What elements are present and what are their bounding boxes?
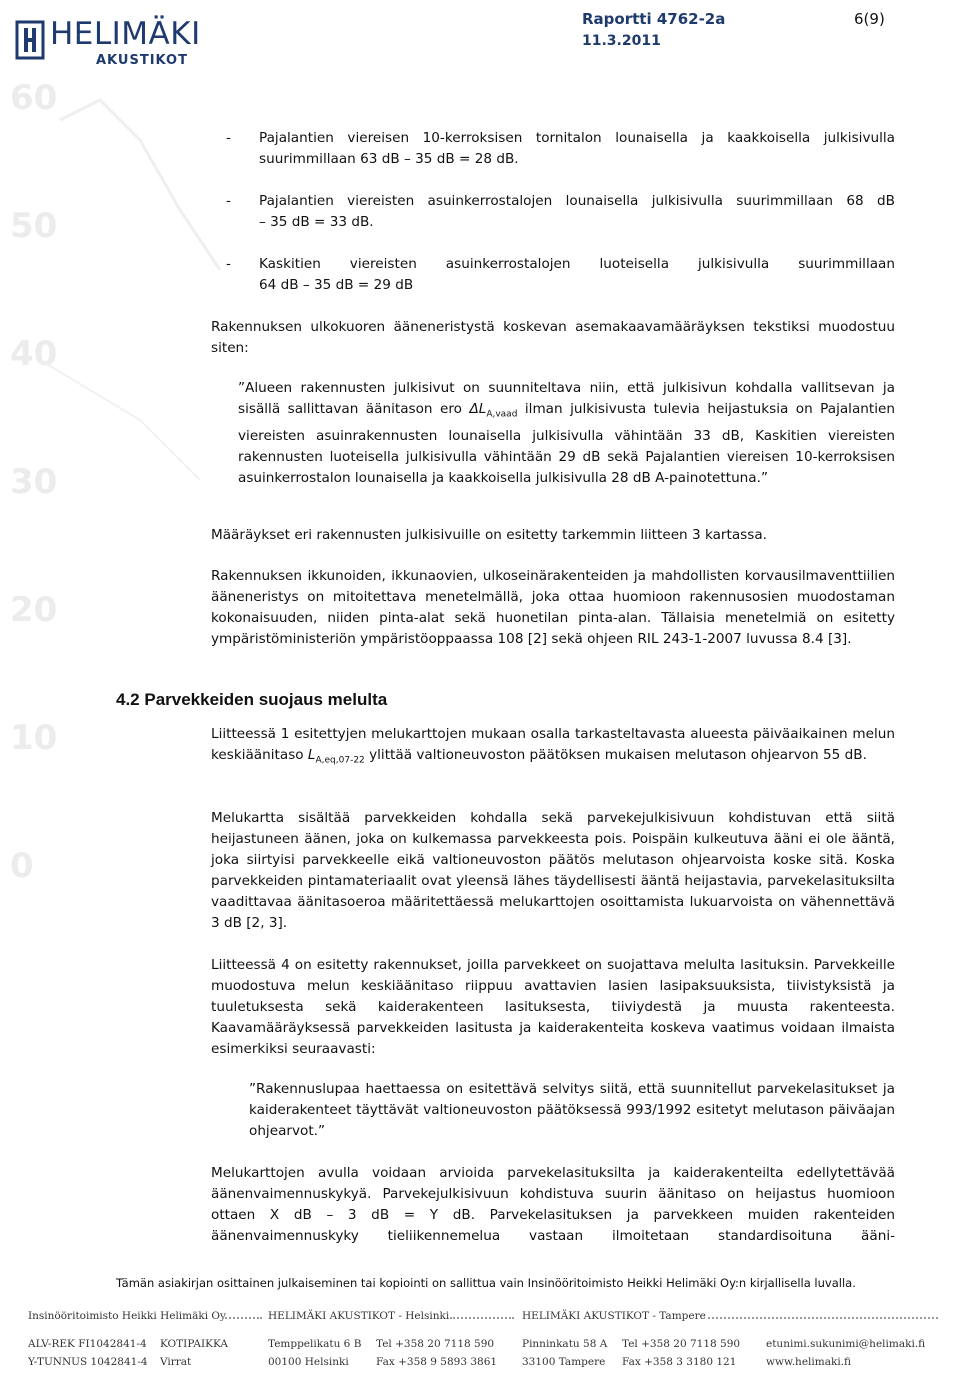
watermark-tick: 0 bbox=[10, 846, 34, 886]
footer-helsinki-fax: Fax +358 9 5893 3861 bbox=[376, 1356, 498, 1368]
quote-text: ilman julkisivusta tulevia heijastuksia on Pajalantien viereisten asuinrakennusten lounaisella julkisivulla vähintään 33 dB, Kaskitien viereisten rakennusten luoteisella julkisivulla vähintään 29 dB sekä Pajalantien viereisen 10-kerroksisen asuinkerrostalon lounaisella ja kaakkoisella julkisivulla 28 dB A-painotettuna.” bbox=[238, 401, 895, 486]
report-date: 11.3.2011 bbox=[582, 33, 661, 49]
paragraph-text: Liitteessä 1 esitettyjen melukarttojen mukaan osalla tarkasteltavasta alueesta päiväaikainen melun keskiäänitaso bbox=[211, 726, 895, 763]
report-title: Raportti 4762-2a bbox=[582, 10, 726, 28]
paragraph: Liitteessä 4 on esitetty rakennukset, joilla parvekkeet on suojattava melulta lasituksin. Parvekkeille muodostuva melun keskiäänitaso riippuu avattavien lasien lasipaksuuksista, tiivistyksistä ja tuuletuksesta sekä kaiderakenteen lasituksesta, tiiviydestä ja muusta rakenteesta. Kaavamääräyksessä parvekkeiden lasitusta ja kaiderakenteita koskeva vaatimus voidaan ilmaista esimerkiksi seuraavasti: bbox=[211, 957, 895, 1057]
footer-kotipaikka: KOTIPAIKKA bbox=[160, 1338, 228, 1350]
bullet-line: suurimmillaan 63 dB – 35 dB = 28 dB. bbox=[259, 151, 519, 167]
logo-text: HELIMÄKI bbox=[50, 16, 201, 52]
bullet-line: – 35 dB = 33 dB. bbox=[259, 214, 374, 230]
footer-helsinki-city: 00100 Helsinki bbox=[268, 1356, 349, 1368]
footer-divider bbox=[222, 1317, 262, 1319]
quote-subscript: A,vaad bbox=[486, 409, 518, 420]
bullet-line: Pajalantien viereisen 10-kerroksisen tornitalon lounaisella ja kaakkoisella julkisivulla bbox=[259, 130, 895, 146]
footer-tampere-street: Pinninkatu 58 A bbox=[522, 1338, 608, 1350]
footer-office-helsinki: HELIMÄKI AKUSTIKOT - Helsinki bbox=[268, 1310, 450, 1322]
footer-helsinki-street: Temppelikatu 6 B bbox=[268, 1338, 362, 1350]
footer-email[interactable]: etunimi.sukunimi@helimaki.fi bbox=[766, 1338, 926, 1350]
paragraph-text: ylittää valtioneuvoston päätöksen mukaisen melutason ohjearvon 55 dB. bbox=[364, 747, 867, 763]
bullet-dash: - bbox=[226, 256, 231, 272]
bullet-line: 64 dB – 35 dB = 29 dB bbox=[259, 277, 414, 293]
logo-subtext: AKUSTIKOT bbox=[96, 53, 188, 68]
watermark-tick: 20 bbox=[10, 590, 58, 630]
quote-text: ”Alueen rakennusten julkisivut on suunniteltava niin, että julkisivun kohdalla vallitsevan ja sisällä sallittavan äänitason ero bbox=[238, 380, 895, 417]
logo-icon bbox=[15, 18, 45, 62]
paragraph: Melukarttojen avulla voidaan arvioida parvekelasituksilta ja kaiderakenteilta edellytettävää äänenvaimennuskykyä. Parvekejulkisivuun kohdistuva suurin äänitaso on heijastus huomioon ottaen X dB – 3 dB = Y dB. Parvekelasituksen ja parvekkeen muiden rakenteiden äänenvaimennuskyky tieliikennemelua vastaan ilmoitetaan standardisoituna ääni- bbox=[211, 1165, 895, 1244]
bullet-dash: - bbox=[226, 130, 231, 146]
watermark-tick: 60 bbox=[10, 78, 58, 118]
watermark-tick: 30 bbox=[10, 462, 58, 502]
paragraph: Melukartta sisältää parvekkeiden kohdalla sekä parvekejulkisivuun kohdistuvan että siitä heijastuneen äänen, joka on kulkemassa parvekkeesta pois. Poispäin kulkeutuva ääni ei ole ääntä, joka siirtyisi parvekkeelle eikä valtioneuvoston päätös melutason ohjearvoista koske sitä. Koska parvekkeiden pintamateriaalit ovat yleensä lähes täydellisesti ääntä heijastavia, parvekelasituksilta vaadittavaa äänitasoeroa määritettäessä melukarttojen osoittamista lukuarvoista on vähennettävä 3 dB [2, 3]. bbox=[211, 810, 895, 931]
footer-alv: ALV-REK FI1042841-4 bbox=[28, 1338, 147, 1350]
level-subscript: A,eq,07-22 bbox=[315, 755, 365, 766]
section-heading: 4.2 Parvekkeiden suojaus melulta bbox=[116, 690, 388, 709]
quote-delta: ΔL bbox=[469, 401, 487, 417]
footer-ytunnus: Y-TUNNUS 1042841-4 bbox=[28, 1356, 148, 1368]
paragraph: Määräykset eri rakennusten julkisivuille on esitetty tarkemmin liitteen 3 kartassa. bbox=[211, 527, 767, 543]
watermark-tick: 40 bbox=[10, 334, 58, 374]
paragraph: Rakennuksen ikkunoiden, ikkunaovien, ulkoseinärakenteiden ja mahdollisten korvausilmaventtiilien ääneneristys on mitoitettava menetelmällä, joka ottaa huomioon rakennusosien muodostaman kokonaisuuden, niiden pinta-alat sekä huonetilan pinta-alan. Tällaisia menetelmiä on esitetty ympäristöministeriön ympäristöoppaassa 108 [2] sekä ohjeen RIL 243-1-2007 luvussa 8.4 [3]. bbox=[211, 568, 895, 647]
bullet-line: Kaskitien viereisten asuinkerrostalojen luoteisella julkisivulla suurimmillaan bbox=[259, 256, 895, 272]
watermark-tick: 50 bbox=[10, 206, 58, 246]
footer-virrat: Virrat bbox=[160, 1356, 192, 1368]
page-number: 6(9) bbox=[854, 10, 885, 28]
footer-tampere-tel: Tel +358 20 7118 590 bbox=[622, 1338, 741, 1350]
footer-tampere-city: 33100 Tampere bbox=[522, 1356, 606, 1368]
footer-divider bbox=[708, 1317, 938, 1319]
bullet-dash: - bbox=[226, 193, 231, 209]
paragraph bbox=[211, 724, 895, 772]
quote-paragraph bbox=[238, 378, 895, 489]
watermark-curve bbox=[0, 60, 240, 920]
footer-office-tampere: HELIMÄKI AKUSTIKOT - Tampere bbox=[522, 1310, 706, 1322]
paragraph: Rakennuksen ulkokuoren ääneneristystä koskevan asemakaavamääräyksen tekstiksi muodostuu siten: bbox=[211, 319, 895, 356]
footer-website[interactable]: www.helimaki.fi bbox=[766, 1356, 852, 1368]
level-symbol: L bbox=[307, 747, 316, 763]
footer-notice: Tämän asiakirjan osittainen julkaiseminen tai kopiointi on sallittua vain Insinööritoimisto Heikki Helimäki Oy:n kirjallisella luvalla. bbox=[116, 1276, 856, 1290]
footer-tampere-fax: Fax +358 3 3180 121 bbox=[622, 1356, 737, 1368]
footer-helsinki-tel: Tel +358 20 7118 590 bbox=[376, 1338, 495, 1350]
bullet-line: Pajalantien viereisten asuinkerrostalojen lounaisella julkisivulla suurimmillaan 68 dB bbox=[259, 193, 895, 209]
footer-company: Insinööritoimisto Heikki Helimäki Oy bbox=[28, 1310, 226, 1322]
watermark-tick: 10 bbox=[10, 718, 58, 758]
quote-paragraph: ”Rakennuslupaa haettaessa on esitettävä selvitys siitä, että suunnitellut parvekelasitukset ja kaiderakenteet täyttävät valtioneuvoston päätöksessä 993/1992 esitetyt melutason päiväajan ohjearvot.” bbox=[249, 1081, 895, 1139]
footer-divider bbox=[450, 1317, 514, 1319]
